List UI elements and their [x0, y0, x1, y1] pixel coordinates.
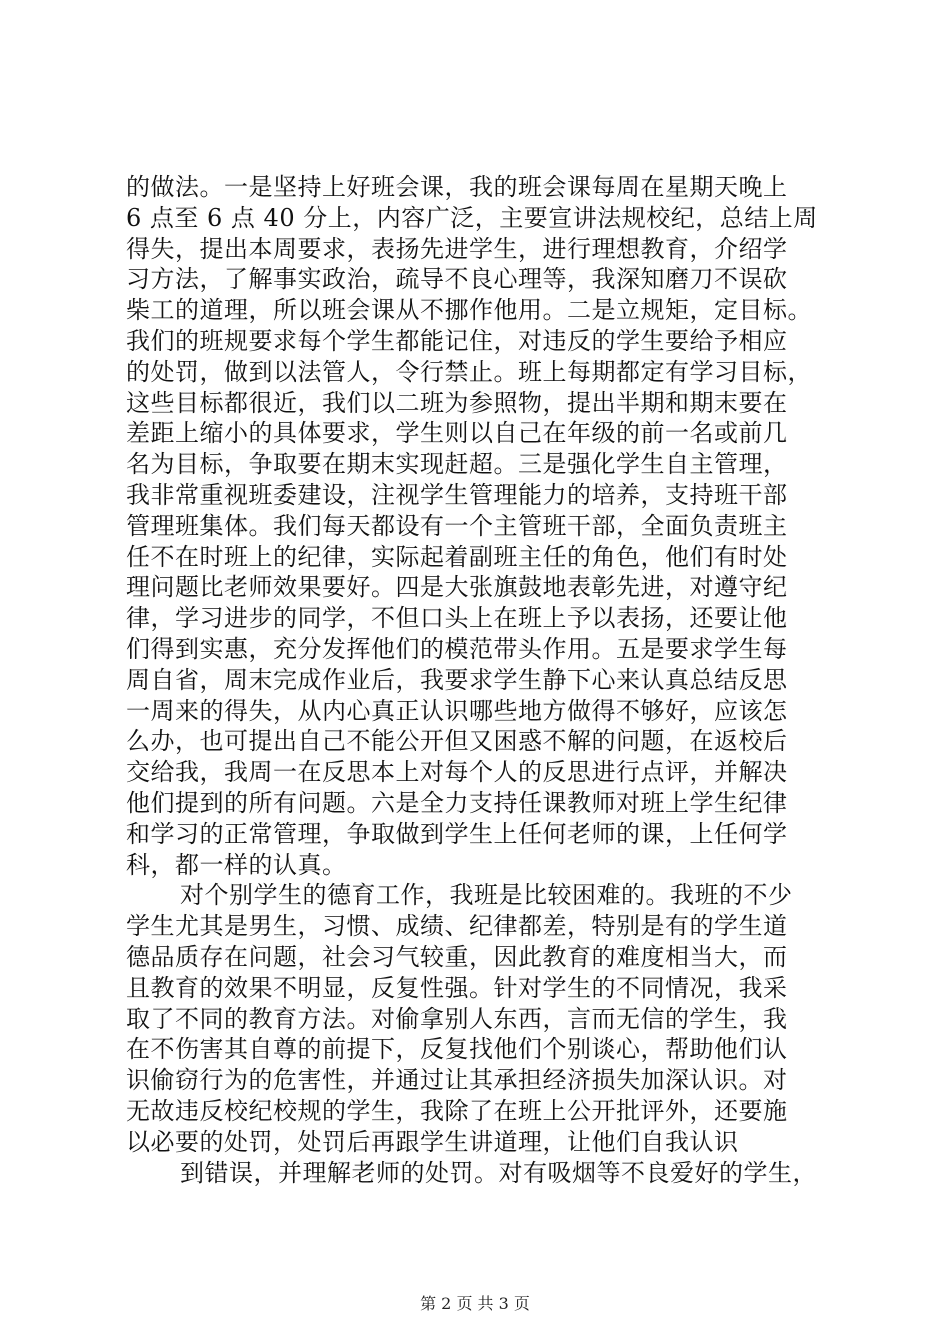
- text-line: 识偷窃行为的危害性，并通过让其承担经济损失加深认识。对: [126, 1066, 788, 1095]
- text-line: 理问题比老师效果要好。四是大张旗鼓地表彰先进，对遵守纪: [126, 573, 788, 602]
- text-line: 得失，提出本周要求，表扬先进学生，进行理想教育，介绍学: [126, 234, 788, 263]
- text-line: 且教育的效果不明显，反复性强。针对学生的不同情况，我采: [126, 973, 788, 1002]
- text-line: 习方法，了解事实政治，疏导不良心理等，我深知磨刀不误砍: [126, 265, 788, 294]
- text-line: 柴工的道理，所以班会课从不挪作他用。二是立规矩，定目标。: [126, 296, 812, 325]
- text-line: 交给我，我周一在反思本上对每个人的反思进行点评，并解决: [126, 758, 788, 787]
- text-line: 律，学习进步的同学，不但口头上在班上予以表扬，还要让他: [126, 604, 788, 633]
- text-line: 们得到实惠，充分发挥他们的模范带头作用。五是要求学生每: [126, 634, 788, 663]
- text-line: 学生尤其是男生，习惯、成绩、纪律都差，特别是有的学生道: [126, 912, 788, 941]
- text-line: 的处罚，做到以法管人，令行禁止。班上每期都定有学习目标，: [126, 357, 812, 386]
- text-line: 周自省，周末完成作业后，我要求学生静下心来认真总结反思: [126, 665, 788, 694]
- text-line: 到错误，并理解老师的处罚。对有吸烟等不良爱好的学生，: [180, 1158, 817, 1187]
- text-line: 这些目标都很近，我们以二班为参照物，提出半期和期末要在: [126, 388, 788, 417]
- text-line: 我非常重视班委建设，注视学生管理能力的培养，支持班干部: [126, 480, 788, 509]
- text-line: 么办，也可提出自己不能公开但又困惑不解的问题，在返校后: [126, 727, 788, 756]
- text-line: 差距上缩小的具体要求，学生则以自己在年级的前一名或前几: [126, 419, 788, 448]
- text-line: 在不伤害其自尊的前提下，反复找他们个别谈心，帮助他们认: [126, 1035, 788, 1064]
- text-line: 取了不同的教育方法。对偷拿别人东西，言而无信的学生，我: [126, 1004, 788, 1033]
- text-line: 任不在时班上的纪律，实际起着副班主任的角色，他们有时处: [126, 542, 788, 571]
- text-line: 以必要的处罚，处罚后再跟学生讲道理，让他们自我认识: [126, 1127, 739, 1156]
- text-line: 科，都一样的认真。: [126, 850, 347, 879]
- text-line: 名为目标，争取要在期末实现赶超。三是强化学生自主管理，: [126, 450, 788, 479]
- text-line: 和学习的正常管理，争取做到学生上任何老师的课，上任何学: [126, 819, 788, 848]
- text-line: 的做法。一是坚持上好班会课，我的班会课每周在星期天晚上: [126, 173, 788, 201]
- text-line: 我们的班规要求每个学生都能记住，对违反的学生要给予相应: [126, 326, 788, 355]
- text-line: 6 点至 6 点 40 分上，内容广泛，主要宣讲法规校纪，总结上周: [126, 203, 818, 232]
- text-line: 管理班集体。我们每天都设有一个主管班干部，全面负责班主: [126, 511, 788, 540]
- page-footer: 第 2 页 共 3 页: [420, 1294, 530, 1313]
- text-line: 一周来的得失，从内心真正认识哪些地方做得不够好，应该怎: [126, 696, 788, 725]
- text-line: 无故违反校纪校规的学生，我除了在班上公开批评外，还要施: [126, 1096, 788, 1125]
- text-line: 德品质存在问题，社会习气较重，因此教育的难度相当大，而: [126, 942, 788, 971]
- body-text: [126, 172, 866, 1188]
- text-line: 对个别学生的德育工作，我班是比较困难的。我班的不少: [180, 881, 793, 910]
- text-line: 他们提到的所有问题。六是全力支持任课教师对班上学生纪律: [126, 788, 788, 817]
